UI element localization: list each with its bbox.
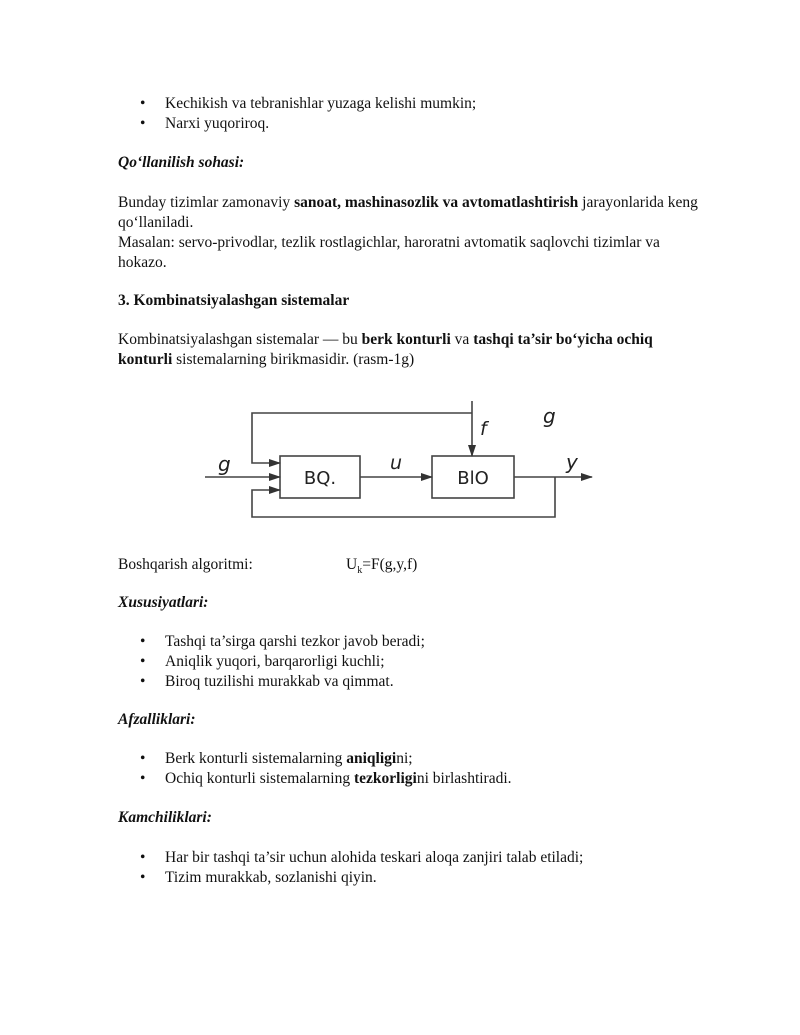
plant-label: BlO: [457, 468, 489, 489]
list-item: • Ochiq konturli sistemalarning tezkorligini birlashtiradi.: [140, 769, 512, 789]
disturbance-label: f: [480, 418, 487, 440]
feedback-path: [252, 477, 555, 517]
features-list: [140, 632, 425, 692]
list-item: • Tashqi ta’sirga qarshi tezkor javob beradi;: [140, 632, 425, 652]
application-paragraph: Bunday tizimlar zamonaviy sanoat, mashinasozlik va avtomatlashtirish jarayonlarida keng qo‘llaniladi.: [118, 194, 698, 231]
disturbance-top-label: g: [543, 404, 556, 428]
advantages-list: [140, 749, 512, 789]
block-diagram-svg: [200, 393, 610, 528]
examples-paragraph: Masalan: servo-privodlar, tezlik rostlagichlar, haroratni avtomatik saqlovchi tizimlar va hokazo.: [118, 234, 660, 271]
block-diagram: [200, 393, 610, 528]
list-item: • Berk konturli sistemalarning aniqligini;: [140, 749, 512, 769]
list-item: • Aniqlik yuqori, barqarorligi kuchli;: [140, 652, 425, 672]
section-intro-paragraph: Kombinatsiyalashgan sistemalar — bu berk konturli va tashqi ta’sir bo‘yicha ochiq konturli sistemalarning birikmasidir. (rasm-1g): [118, 331, 653, 368]
section-heading: 3. Kombinatsiyalashgan sistemalar: [118, 292, 350, 309]
drawbacks-list-continued: [140, 94, 476, 134]
industries-emphasis: sanoat, mashinasozlik va avtomatlashtirish: [294, 194, 579, 211]
disadvantages-heading: Kamchiliklari:: [118, 809, 212, 826]
signal-u-label: u: [390, 452, 403, 474]
list-item: • Narxi yuqoriroq.: [140, 114, 476, 134]
algorithm-label: Boshqarish algoritmi:: [118, 556, 253, 573]
controller-label: BQ.: [303, 468, 337, 489]
list-item: • Har bir tashqi ta’sir uchun alohida teskari aloqa zanjiri talab etiladi;: [140, 848, 583, 868]
input-label: g: [218, 452, 231, 476]
algorithm-formula: $U_k=F(g,y,f)$: [346, 556, 418, 577]
output-label: y: [566, 450, 578, 474]
disadvantages-list: [140, 848, 583, 888]
application-heading: Qo‘llanilish sohasi:: [118, 154, 245, 171]
list-item: • Biroq tuzilishi murakkab va qimmat.: [140, 672, 425, 692]
advantages-heading: Afzalliklari:: [118, 711, 196, 728]
features-heading: Xususiyatlari:: [118, 594, 209, 611]
list-item: • Tizim murakkab, sozlanishi qiyin.: [140, 868, 583, 888]
list-item: • Kechikish va tebranishlar yuzaga kelishi mumkin;: [140, 94, 476, 114]
